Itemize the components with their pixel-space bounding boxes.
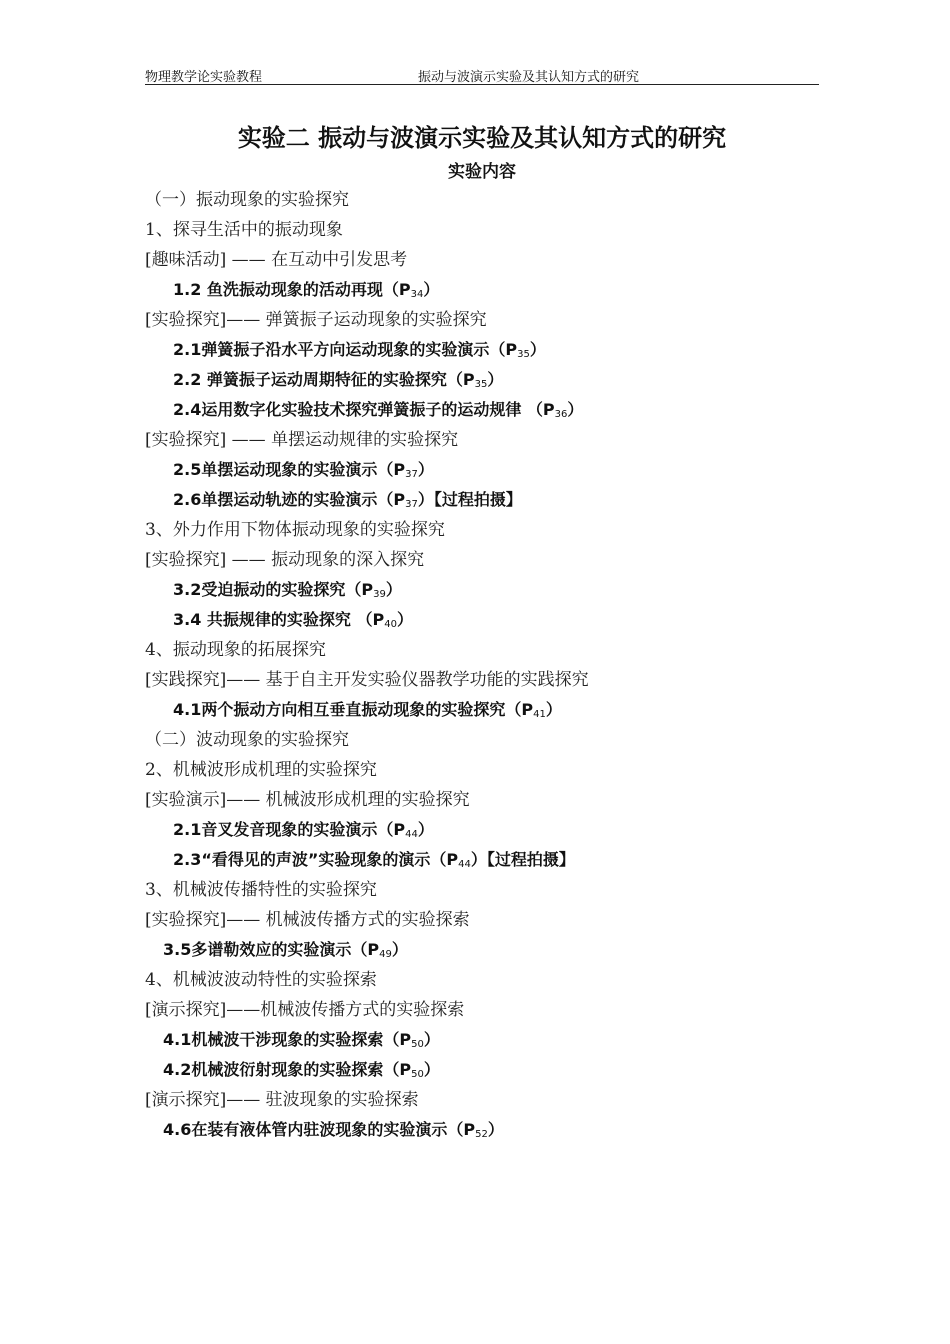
experiment-item-suffix: ） [545,700,562,719]
section-line: [演示探究]——机械波传播方式的实验探索 [145,1000,465,1020]
experiment-item-label: 2.1音叉发音现象的实验演示（P [173,820,406,839]
experiment-item-suffix: ） [423,1060,440,1079]
section-line: [实践探究]—— 基于自主开发实验仪器教学功能的实践探究 [145,670,589,690]
section-line: [实验探究] —— 振动现象的深入探究 [145,550,425,570]
page-number: 44 [405,829,418,840]
experiment-item-suffix: ） [391,940,408,959]
section-line: 3、机械波传播特性的实验探究 [145,880,377,900]
experiment-item-suffix: ） [487,370,504,389]
experiment-item-label: 2.1弹簧振子沿水平方向运动现象的实验演示（P [173,340,518,359]
section-line: 4、机械波波动特性的实验探索 [145,970,377,990]
experiment-item-suffix: ） [487,1120,504,1139]
section-line: （二）波动现象的实验探究 [145,730,349,750]
experiment-item-label: 2.5单摆运动现象的实验演示（P [173,460,406,479]
experiment-item-label: 4.1机械波干涉现象的实验探索（P [163,1030,412,1049]
section-line: [趣味活动] —— 在互动中引发思考 [145,250,408,270]
section-line: （一）振动现象的实验探究 [145,190,349,210]
experiment-item-suffix: ）【过程拍摄】 [470,850,575,869]
experiment-item [145,275,845,305]
section-line: 1、探寻生活中的振动现象 [145,220,343,240]
experiment-item-suffix: ） [567,400,584,419]
experiment-item-label: 3.4 共振规律的实验探究 （P [173,610,385,629]
header-chapter-title: 振动与波演示实验及其认知方式的研究 [418,70,640,85]
section-line: [实验探究] —— 单摆运动规律的实验探究 [145,430,459,450]
experiment-item [145,455,845,485]
page-number: 39 [373,589,386,600]
experiment-item-label: 4.2机械波衍射现象的实验探索（P [163,1060,412,1079]
experiment-item-label: 4.6在装有液体管内驻波现象的实验演示（P [163,1120,476,1139]
experiment-item-suffix: ） [529,340,546,359]
experiment-item [145,485,845,515]
experiment-item-suffix: ） [417,460,434,479]
experiment-item [145,1025,845,1055]
experiment-item-label: 2.3“看得见的声波”实验现象的演示（P [173,850,459,869]
experiment-item-suffix: ） [396,610,413,629]
experiment-item [145,815,845,845]
section-line: 2、机械波形成机理的实验探究 [145,760,377,780]
experiment-item-label: 2.2 弹簧振子运动周期特征的实验探究（P [173,370,475,389]
experiment-item [145,395,845,425]
page-number: 37 [405,469,418,480]
page-number: 41 [533,709,546,720]
experiment-item-suffix: ） [423,1030,440,1049]
page-title: 实验二 振动与波演示实验及其认知方式的研究 [237,124,727,152]
page-number: 37 [405,499,418,510]
experiment-item-label: 3.5多谱勒效应的实验演示（P [163,940,380,959]
experiment-item [145,575,845,605]
content-list [145,185,845,1145]
experiment-item-label: 2.4运用数字化实验技术探究弹簧振子的运动规律 （P [173,400,555,419]
page-number: 40 [384,619,397,630]
page-number: 52 [475,1129,488,1140]
page-number: 49 [379,949,392,960]
experiment-item-suffix: ） [423,280,440,299]
header-book-title: 物理教学论实验教程 [145,70,263,85]
page-number: 35 [474,379,488,390]
experiment-item [145,935,845,965]
page-number: 50 [411,1069,424,1080]
page-number: 34 [410,289,424,300]
section-line: 4、振动现象的拓展探究 [145,640,326,660]
experiment-item [145,335,845,365]
section-line: [实验探究]—— 机械波传播方式的实验探索 [145,910,470,930]
experiment-item [145,1115,845,1145]
page-header [145,66,819,85]
experiment-item-suffix: ）【过程拍摄】 [417,490,522,509]
experiment-item [145,365,845,395]
experiment-item-label: 1.2 鱼洗振动现象的活动再现（P [173,280,411,299]
experiment-item-label: 2.6单摆运动轨迹的实验演示（P [173,490,406,509]
experiment-item [145,1055,845,1085]
section-line: [演示探究]—— 驻波现象的实验探索 [145,1090,419,1110]
section-line: [实验演示]—— 机械波形成机理的实验探究 [145,790,470,810]
page-subtitle: 实验内容 [448,162,516,182]
experiment-item-suffix: ） [417,820,434,839]
experiment-item [145,605,845,635]
experiment-item-label: 3.2受迫振动的实验探究（P [173,580,374,599]
page-number: 44 [458,859,471,870]
experiment-item-label: 4.1两个振动方向相互垂直振动现象的实验探究（P [173,700,534,719]
section-line: 3、外力作用下物体振动现象的实验探究 [145,520,445,540]
experiment-item [145,695,845,725]
page-number: 36 [554,409,568,420]
page-number: 35 [517,349,530,360]
experiment-item-suffix: ） [385,580,402,599]
section-line: [实验探究]—— 弹簧振子运动现象的实验探究 [145,310,487,330]
page-number: 50 [411,1039,424,1050]
experiment-item [145,845,845,875]
